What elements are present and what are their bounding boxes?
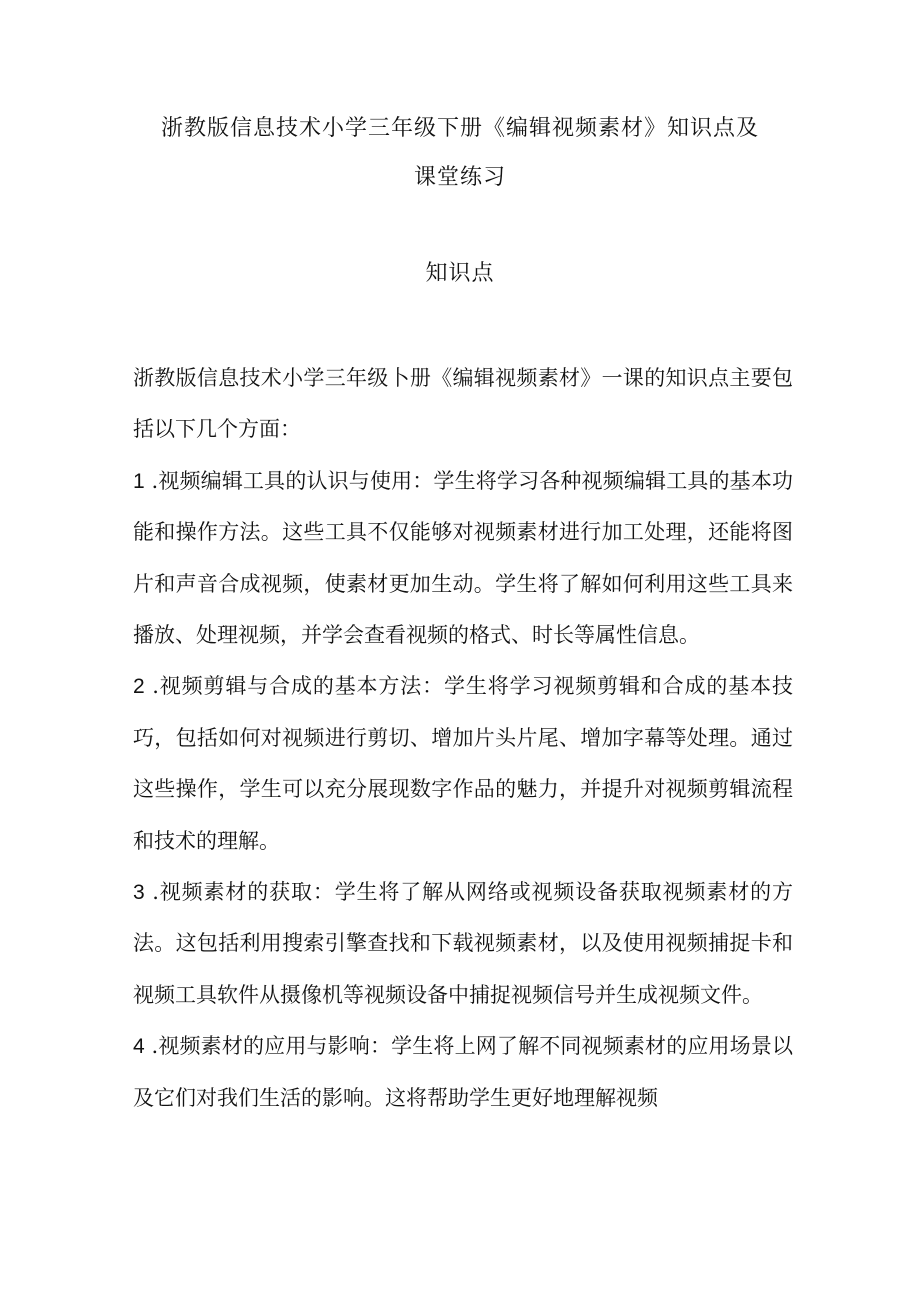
list-item-4	[133, 1021, 793, 1124]
document-title-line-2: 课堂练习	[413, 165, 506, 190]
list-item-text: .视频剪辑与合成的基本方法：学生将学习视频剪辑和合成的基本技巧，包括如何对视频进行剪切、增加片头片尾、增加字幕等处理。通过这些操作，学生可以充分展现数字作品的魅力，并提升对视频剪辑流程和技术的理解。	[133, 674, 793, 853]
body-text	[133, 353, 793, 1124]
list-item-1	[133, 456, 793, 662]
document-title-line-1: 浙教版信息技术小学三年级下册《编辑视频素材》知识点及	[160, 116, 759, 141]
intro-paragraph: 浙教版信息技术小学三年级卜册《编辑视频素材》一课的知识点主要包括以下几个方面：	[133, 366, 793, 442]
list-item-number: 3	[133, 881, 145, 905]
list-item-3	[133, 867, 793, 1021]
list-item-text: .视频编辑工具的认识与使用：学生将学习各种视频编辑工具的基本功能和操作方法。这些工具不仅能够对视频素材进行加工处理，还能将图片和声音合成视频，使素材更加生动。学生将了解如何利用这些工具来播放、处理视频，并学会查看视频的格式、时长等属性信息。	[133, 468, 793, 648]
list-item-number: 4	[133, 1035, 145, 1059]
list-item-number: 2	[133, 675, 145, 699]
list-item-text: .视频素材的获取：学生将了解从网络或视频设备获取视频素材的方法。这包括利用搜索引擎查找和下载视频素材，以及使用视频捕捉卡和视频工具软件从摄像机等视频设备中捕捉视频信号并生成视频文件。	[133, 880, 793, 1007]
list-item-number: 1	[133, 469, 145, 493]
list-item-2	[133, 661, 793, 867]
list-item-text: .视频素材的应用与影响：学生将上网了解不同视频素材的应用场景以及它们对我们生活的影响。这将帮助学生更好地理解视频	[133, 1034, 793, 1110]
section-heading-knowledge-points: 知识点	[425, 261, 495, 286]
